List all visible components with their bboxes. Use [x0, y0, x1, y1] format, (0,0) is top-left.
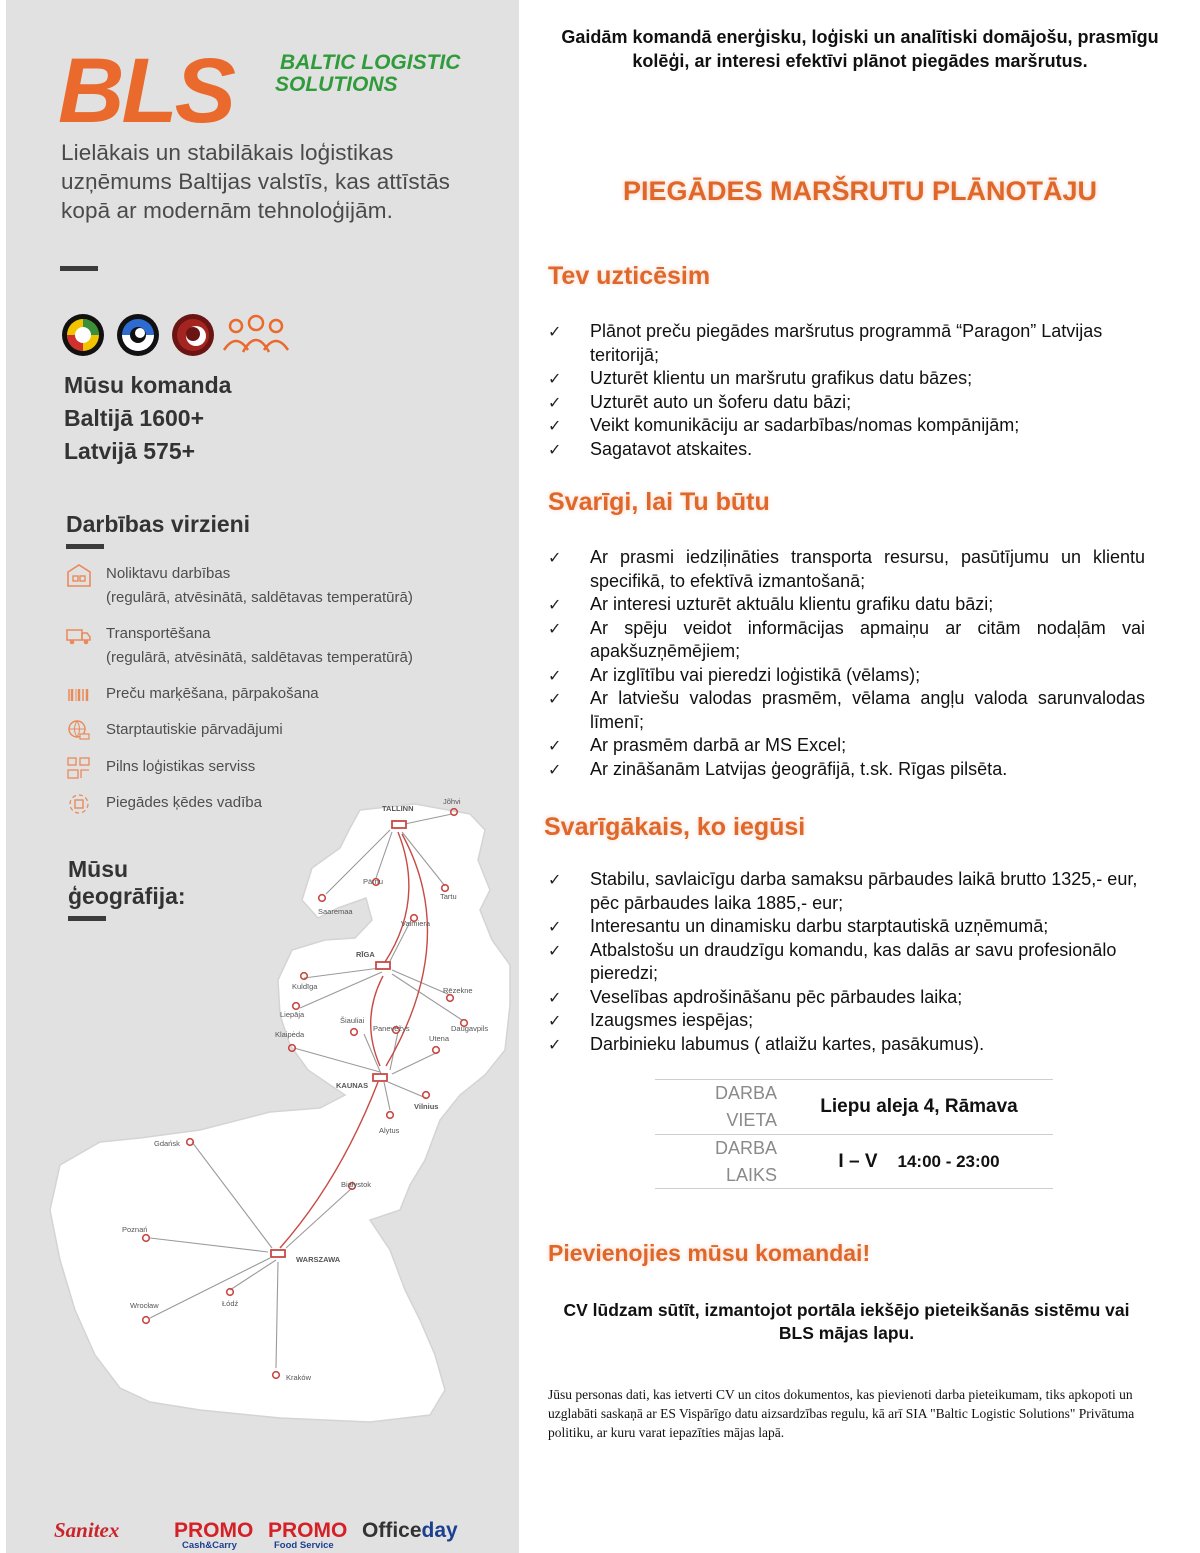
officeday-logo-b: day: [421, 1519, 458, 1542]
place-label: DARBA VIETA: [714, 1083, 777, 1130]
call-to-action: Pievienojies mūsu komandai!: [548, 1240, 871, 1266]
divider: [66, 544, 104, 549]
list-item: ✓ Uzturēt klientu un maršrutu grafikus datu bāzes;: [548, 367, 1145, 391]
list-item: ✓ Ar prasmēm darbā ar MS Excel;: [548, 734, 1145, 758]
city-label: Tartu: [440, 892, 457, 901]
check-icon: ✓: [548, 394, 562, 412]
areas-title: Darbības virzieni: [66, 511, 251, 537]
list-item: ✓ Uzturēt auto un šoferu datu bāzi;: [548, 391, 1145, 415]
responsibilities-list: [548, 320, 1145, 461]
company-tagline: Lielākais un stabilākais loģistikas uzņēmums Baltijas valstīs, kas attīstās kopā ar modernām tehnoloģijām.: [61, 140, 451, 223]
info-row-time: [655, 1134, 1053, 1188]
team-icons: [60, 312, 290, 358]
check-icon: ✓: [548, 620, 562, 638]
city-label: Daugavpils: [451, 1024, 489, 1033]
bls-logo: [58, 44, 498, 134]
section-title-requirements: Svarīgi, lai Tu būtu: [548, 488, 770, 516]
list-item: ✓ Izaugsmes iespējas;: [548, 1009, 1145, 1033]
list-item: ✓ Ar prasmi iedziļināties transporta resursu, pasūtījumu un klientu specifikā, to efektīvā izmantošanā;: [548, 547, 1145, 591]
city-label: Vilnius: [414, 1102, 439, 1111]
city-label: Saaremaa: [318, 907, 353, 916]
check-icon: ✓: [548, 550, 562, 567]
list-item: ✓ Atbalstošu un draudzīgu komandu, kas dalās ar savu profesionālo pieredzi;: [548, 939, 1117, 983]
truck-icon: [66, 622, 92, 648]
check-icon: ✓: [548, 989, 562, 1007]
latvia-circle-icon: [62, 314, 104, 356]
boxes-icon: [66, 755, 92, 781]
list-item: ✓ Interesantu un dinamisku darbu starptautiskā uzņēmumā;: [548, 915, 1145, 939]
promo-cc-logo: PROMO: [174, 1519, 254, 1542]
check-icon: ✓: [548, 691, 562, 708]
hub-label: WARSZAWA: [296, 1255, 341, 1264]
divider: [68, 916, 106, 921]
job-info-table: [655, 1079, 1053, 1189]
section-title-responsibilities: Tev uzticēsim: [548, 262, 711, 290]
city-label: Liepāja: [280, 1010, 305, 1019]
promo-fs-sub: Food Service: [274, 1540, 334, 1551]
list-item: ✓ Sagatavot atskaites.: [548, 438, 1145, 462]
info-row-place: [655, 1080, 1053, 1134]
hub-label: RĪGA: [356, 950, 375, 959]
geography-title-line2: ģeogrāfija:: [68, 883, 186, 909]
hub-label: TALLINN: [382, 804, 414, 813]
city-label: Łódź: [222, 1299, 239, 1308]
list-item: ✓ Ar latviešu valodas prasmēm, vēlama angļu valoda sarunvalodas līmenī;: [548, 688, 1145, 732]
people-icon: [224, 316, 288, 352]
cv-instructions: CV lūdzam sūtīt, izmantojot portāla iekšējo pieteikšanās sistēmu vai BLS mājas lapu.: [563, 1300, 1130, 1343]
list-item: ✓ Ar interesi uzturēt aktuālu klientu grafiku datu bāzi;: [548, 593, 1145, 617]
place-value: Liepu aleja 4, Rāmava: [820, 1096, 1018, 1117]
area-label: Starptautiskie pārvadājumi: [106, 721, 283, 738]
check-icon: ✓: [548, 418, 562, 435]
check-icon: ✓: [548, 942, 562, 960]
list-item: ✓ Ar zināšanām Latvijas ģeogrāfijā, t.sk. Rīgas pilsēta.: [548, 758, 1145, 782]
team-title: Mūsu komanda: [64, 372, 232, 398]
check-icon: ✓: [548, 919, 562, 936]
company-sidebar: [6, 0, 519, 1553]
city-label: Kraków: [286, 1373, 312, 1382]
logo-name-line1: BALTIC LOGISTIC: [280, 51, 461, 74]
city-label: Poznań: [122, 1225, 148, 1234]
globe-truck-icon: [66, 718, 92, 744]
city-label: Utena: [429, 1034, 450, 1043]
check-icon: ✓: [548, 872, 562, 889]
check-icon: ✓: [548, 1013, 562, 1030]
area-label: Piegādes ķēdes vadība: [106, 794, 262, 811]
job-title: PIEGĀDES MARŠRUTU PLĀNOTĀJU: [622, 176, 1098, 206]
check-icon: ✓: [548, 371, 562, 388]
estonia-circle-icon: [117, 314, 159, 356]
list-item: ✓ Ar izglītību vai pieredzi loģistikā (vēlams);: [548, 664, 1145, 688]
promo-cc-sub: Cash&Carry: [182, 1540, 237, 1551]
city-label: Białystok: [341, 1180, 372, 1189]
team-baltics: Baltijā 1600+: [64, 405, 205, 431]
check-icon: ✓: [548, 1036, 562, 1054]
section-title-benefits: Svarīgākais, ko iegūsi: [544, 813, 806, 841]
city-label: Kuldīga: [292, 982, 318, 991]
city-label: Wrocław: [130, 1301, 159, 1310]
logo-letters: BLS: [58, 44, 233, 134]
area-sub: (regulārā, atvēsinātā, saldētavas temperatūrā): [106, 589, 413, 606]
list-item: ✓ Ar spēju veidot informācijas apmaiņu ar citām nodaļām vai apakšuzņēmējiem;: [548, 617, 1145, 661]
team-latvia: Latvijā 575+: [64, 438, 196, 464]
officeday-logo-a: Office: [362, 1519, 422, 1542]
logo-name-line2: SOLUTIONS: [275, 73, 398, 96]
requirements-list: [548, 546, 1145, 781]
check-icon: ✓: [548, 324, 562, 341]
benefits-list: [548, 868, 1145, 1056]
check-icon: ✓: [548, 667, 562, 685]
city-label: Klaipėda: [275, 1030, 305, 1039]
city-label: Šiauliai: [340, 1016, 365, 1025]
city-label: Gdańsk: [154, 1139, 180, 1148]
warehouse-icon: [66, 562, 92, 588]
team-stats: [64, 369, 231, 468]
city-label: Rēzekne: [443, 986, 473, 995]
partner-logos: [54, 1512, 514, 1552]
check-icon: ✓: [548, 441, 562, 459]
privacy-notice: Jūsu personas dati, kas ietverti CV un citos dokumentos, kas pievienoti darba pieteikumam, tiks apkopoti un uzglabāti saskaņā ar ES Vispārīgo datu aizsardzības regulu, kā arī SIA "Baltic Logistic Solutions" Privātuma politiku, ar kuru varat iepazīties mājas lapā.: [548, 1387, 1135, 1440]
area-label: Pilns loģistikas serviss: [106, 758, 256, 775]
divider: [60, 266, 98, 271]
geography-title-line1: Mūsu: [68, 856, 129, 882]
sanitex-logo: Sanitex: [54, 1518, 120, 1542]
city-label: Jõhvi: [443, 797, 461, 806]
check-icon: ✓: [548, 597, 562, 614]
lithuania-circle-icon: [172, 314, 214, 356]
city-label: Panevėžys: [373, 1024, 410, 1033]
time-hours: 14:00 - 23:00: [897, 1151, 1000, 1171]
time-value: [785, 1151, 1053, 1173]
area-label: Noliktavu darbības: [106, 565, 231, 582]
time-label: DARBA LAIKS: [714, 1137, 777, 1185]
check-icon: ✓: [548, 738, 562, 755]
barcode-icon: [66, 682, 92, 708]
city-label: Valmiera: [401, 919, 431, 928]
svg-text:Officeday: [362, 1519, 458, 1542]
list-item: ✓ Plānot preču piegādes maršrutus programmā “Paragon” Latvijas teritorijā;: [548, 321, 1103, 365]
promo-fs-logo: PROMO: [268, 1519, 348, 1542]
list-item: ✓ Veselības apdrošināšanu pēc pārbaudes laika;: [548, 986, 1145, 1010]
check-icon: ✓: [548, 761, 562, 779]
area-label: Transportēšana: [106, 625, 211, 642]
hub-label: KAUNAS: [336, 1081, 369, 1090]
intro-text: Gaidām komandā enerģisku, loģiski un analītiski domājošu, prasmīgu kolēģi, ar interesi efektīvi plānot piegādes maršrutus.: [561, 27, 1159, 71]
list-item: ✓ Darbinieku labumus ( atlaižu kartes, pasākumus).: [548, 1033, 1145, 1057]
geography-title: [68, 856, 186, 910]
list-item: ✓ Veikt komunikāciju ar sadarbības/nomas kompānijām;: [548, 414, 1145, 438]
area-sub: (regulārā, atvēsinātā, saldētavas temperatūrā): [106, 649, 413, 666]
time-days: I – V: [838, 1150, 878, 1172]
city-label: Alytus: [379, 1126, 400, 1135]
area-label: Preču marķēšana, pārpakošana: [106, 685, 319, 702]
city-label: Pärnu: [363, 877, 384, 886]
list-item: ✓ Stabilu, savlaicīgu darba samaksu pārbaudes laikā brutto 1325,- eur, pēc pārbaudes laika 1885,- eur;: [548, 869, 1138, 913]
